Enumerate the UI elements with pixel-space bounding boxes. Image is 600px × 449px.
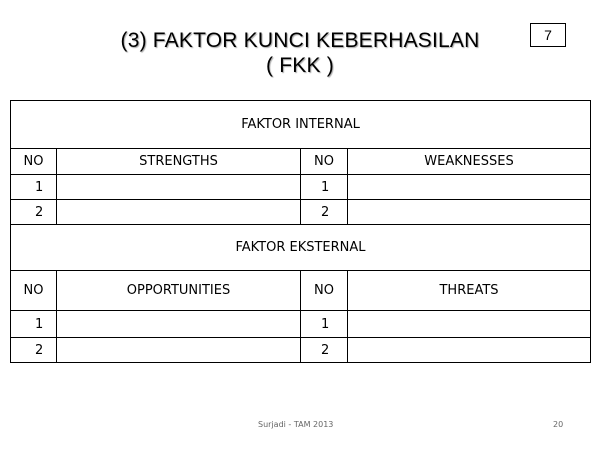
weakness-cell xyxy=(348,200,591,225)
section-label-internal: FAKTOR INTERNAL xyxy=(11,101,591,149)
col-header-opportunities: OPPORTUNITIES xyxy=(57,271,301,311)
footer-author: Surjadi - TAM 2013 xyxy=(258,420,334,429)
slide-title xyxy=(0,28,600,78)
section-label-external: FAKTOR EKSTERNAL xyxy=(11,225,591,271)
table-row xyxy=(11,338,591,363)
col-header-no: NO xyxy=(301,271,348,311)
row-number: 1 xyxy=(301,175,348,200)
table-row xyxy=(11,311,591,338)
slide-title-line-2: ( FKK ) xyxy=(266,54,334,77)
row-number: 2 xyxy=(11,338,57,363)
col-header-no: NO xyxy=(11,149,57,175)
slide-number-box: 7 xyxy=(530,23,566,47)
row-number: 2 xyxy=(11,200,57,225)
section-external-row xyxy=(11,225,591,271)
row-number: 1 xyxy=(11,175,57,200)
col-header-weaknesses: WEAKNESSES xyxy=(348,149,591,175)
table-row xyxy=(11,200,591,225)
col-header-no: NO xyxy=(11,271,57,311)
row-number: 2 xyxy=(301,338,348,363)
strength-cell xyxy=(57,175,301,200)
threat-cell xyxy=(348,311,591,338)
col-header-strengths: STRENGTHS xyxy=(57,149,301,175)
table-row xyxy=(11,175,591,200)
header-row-internal xyxy=(11,149,591,175)
slide-title-line-1: (3) FAKTOR KUNCI KEBERHASILAN xyxy=(120,29,480,52)
row-number: 1 xyxy=(301,311,348,338)
row-number: 2 xyxy=(301,200,348,225)
row-number: 1 xyxy=(11,311,57,338)
header-row-external xyxy=(11,271,591,311)
weakness-cell xyxy=(348,175,591,200)
opportunity-cell xyxy=(57,338,301,363)
footer-page-number: 20 xyxy=(553,420,564,429)
threat-cell xyxy=(348,338,591,363)
section-internal-row xyxy=(11,101,591,149)
fkk-table xyxy=(10,100,591,363)
col-header-threats: THREATS xyxy=(348,271,591,311)
strength-cell xyxy=(57,200,301,225)
opportunity-cell xyxy=(57,311,301,338)
col-header-no: NO xyxy=(301,149,348,175)
